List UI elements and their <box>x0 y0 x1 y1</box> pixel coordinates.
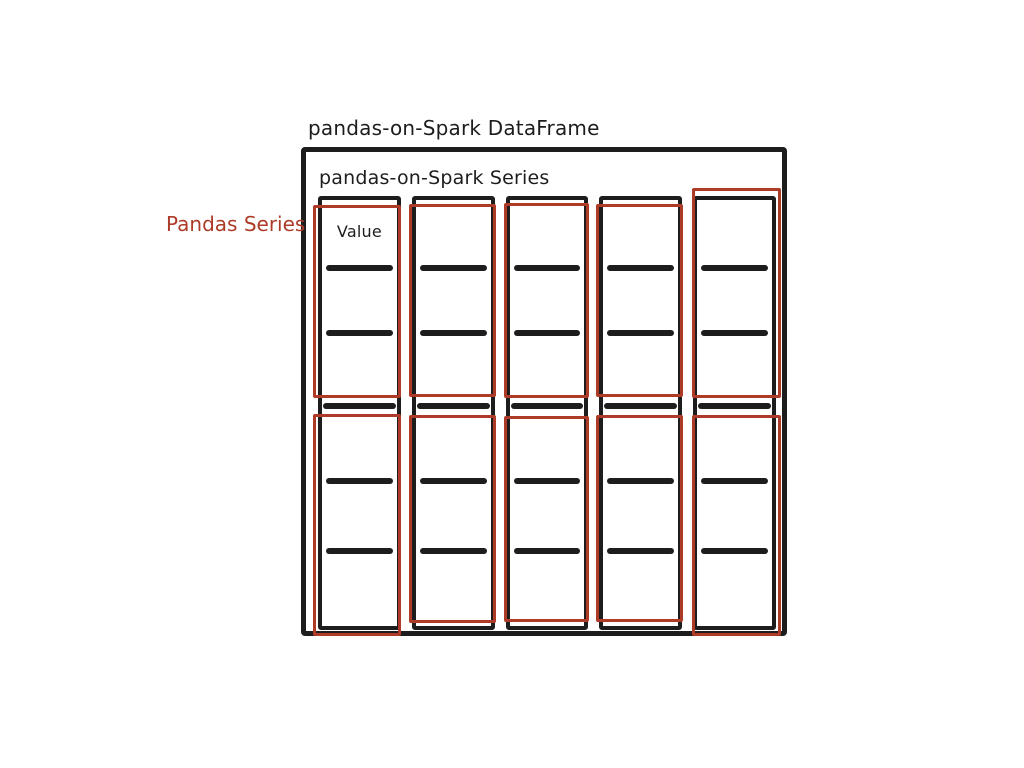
pandas-series-outline <box>504 203 590 398</box>
row-dash <box>701 478 768 484</box>
pandas-series-outline <box>596 415 683 622</box>
partition-cell <box>322 409 397 626</box>
row-dash <box>514 478 581 484</box>
row-dash <box>326 478 393 484</box>
row-dash <box>701 265 768 271</box>
partition-cell <box>697 409 772 626</box>
row-dash <box>420 265 487 271</box>
partition-cell <box>322 200 397 403</box>
row-dash <box>607 330 674 336</box>
row-dash <box>607 548 674 554</box>
partition-cell <box>416 200 491 403</box>
pandas-series-outline <box>596 204 683 397</box>
partition-cell <box>510 409 585 626</box>
series-column <box>318 196 401 630</box>
row-dash <box>326 330 393 336</box>
columns-area <box>318 196 776 630</box>
pandas-series-label: Pandas Series <box>166 212 306 236</box>
partition-cell <box>603 200 678 403</box>
series-column <box>693 196 776 630</box>
partition-cell <box>697 200 772 403</box>
value-column-header: Value <box>336 222 382 241</box>
row-dash <box>701 330 768 336</box>
row-dash <box>514 548 581 554</box>
series-column <box>412 196 495 630</box>
pandas-on-spark-series-label: pandas-on-Spark Series <box>319 167 550 189</box>
row-dash <box>326 548 393 554</box>
partition-cell <box>510 200 585 403</box>
series-column <box>599 196 682 630</box>
row-dash <box>607 478 674 484</box>
pandas-series-outline <box>504 416 590 622</box>
row-dash <box>326 265 393 271</box>
partition-cell <box>603 409 678 626</box>
pandas-series-outline <box>692 415 781 636</box>
row-dash <box>420 548 487 554</box>
dataframe-title: pandas-on-Spark DataFrame <box>308 116 600 140</box>
row-dash <box>514 265 581 271</box>
pandas-series-outline <box>409 415 496 623</box>
series-column <box>506 196 589 630</box>
row-dash <box>420 330 487 336</box>
pandas-series-outline <box>409 204 496 397</box>
pandas-series-outline <box>692 188 781 398</box>
pandas-series-outline <box>313 414 401 636</box>
partition-cell <box>416 409 491 626</box>
row-dash <box>420 478 487 484</box>
row-dash <box>514 330 581 336</box>
row-dash <box>701 548 768 554</box>
row-dash <box>607 265 674 271</box>
